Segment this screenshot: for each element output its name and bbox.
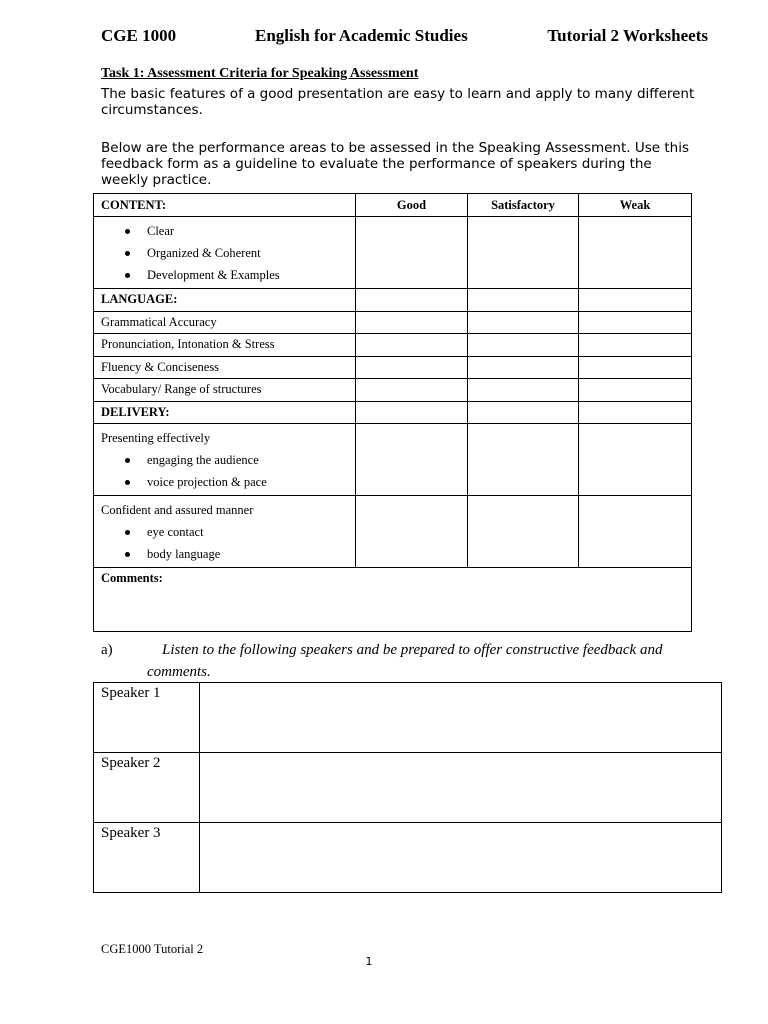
table-row — [94, 823, 722, 893]
page-footer: CGE1000 Tutorial 2 — [101, 942, 204, 956]
table-row — [94, 311, 692, 334]
rating-cell[interactable] — [579, 289, 692, 312]
rating-cell[interactable] — [579, 356, 692, 379]
criterion-label: Grammatical Accuracy — [94, 311, 356, 334]
speaker-feedback-table — [93, 682, 722, 893]
criterion-label: Presenting effectively — [101, 431, 211, 445]
table-row — [94, 683, 722, 753]
rating-cell[interactable] — [356, 379, 468, 402]
task-title: Task 1: Assessment Criteria for Speaking Assessment — [101, 66, 419, 81]
rating-cell[interactable] — [356, 311, 468, 334]
instructions-paragraph: Below are the performance areas to be assessed in the Speaking Assessment. Use this feedback form as a guideline to evaluate the performance of speakers during the weekly practice. — [101, 140, 690, 188]
section-header-language: LANGUAGE: — [94, 289, 356, 312]
delivery-group-cell — [94, 424, 356, 496]
list-item: Clear — [101, 220, 348, 242]
rating-cell[interactable] — [468, 401, 579, 424]
rating-cell[interactable] — [579, 424, 692, 496]
speaker-label: Speaker 2 — [94, 753, 200, 823]
course-title: English for Academic Studies — [255, 26, 468, 45]
speaker-feedback-field[interactable] — [200, 753, 722, 823]
intro-paragraph: The basic features of a good presentation are easy to learn and apply to many different circumstances. — [101, 86, 695, 118]
rating-cell[interactable] — [468, 334, 579, 357]
criterion-label: Fluency & Conciseness — [94, 356, 356, 379]
rating-cell[interactable] — [468, 379, 579, 402]
list-item: Organized & Coherent — [101, 242, 348, 264]
column-header-good: Good — [356, 194, 468, 217]
table-row — [94, 424, 692, 496]
rating-cell[interactable] — [356, 496, 468, 568]
speaker-feedback-field[interactable] — [200, 683, 722, 753]
exercise-marker: a) — [101, 642, 113, 658]
comments-row — [94, 568, 692, 632]
exercise-text: Listen to the following speakers and be prepared to offer constructive feedback and comments. — [147, 642, 663, 680]
rating-cell[interactable] — [356, 289, 468, 312]
rating-cell[interactable] — [468, 496, 579, 568]
course-code: CGE 1000 — [101, 26, 177, 45]
list-item: eye contact — [101, 521, 348, 543]
rating-cell[interactable] — [356, 401, 468, 424]
rating-cell[interactable] — [468, 356, 579, 379]
list-item: voice projection & pace — [101, 471, 348, 493]
rating-cell[interactable] — [468, 289, 579, 312]
column-header-satisfactory: Satisfactory — [468, 194, 579, 217]
rating-cell[interactable] — [579, 496, 692, 568]
table-row — [94, 753, 722, 823]
rating-cell[interactable] — [468, 424, 579, 496]
rating-cell[interactable] — [356, 334, 468, 357]
exercise-instruction — [101, 639, 701, 683]
column-header-weak: Weak — [579, 194, 692, 217]
rating-cell[interactable] — [468, 311, 579, 334]
table-row — [94, 496, 692, 568]
table-row — [94, 289, 692, 312]
comments-label: Comments: — [101, 571, 163, 585]
rating-cell[interactable] — [356, 424, 468, 496]
section-header-delivery: DELIVERY: — [94, 401, 356, 424]
rating-cell[interactable] — [468, 217, 579, 289]
speaker-label: Speaker 1 — [94, 683, 200, 753]
table-row — [94, 217, 692, 289]
list-item: Development & Examples — [101, 264, 348, 286]
list-item: body language — [101, 543, 348, 565]
rating-cell[interactable] — [579, 334, 692, 357]
delivery-group-cell — [94, 496, 356, 568]
table-row — [94, 334, 692, 357]
rating-cell[interactable] — [579, 401, 692, 424]
table-header-row — [94, 194, 692, 217]
worksheet-title: Tutorial 2 Worksheets — [547, 26, 708, 45]
speaker-label: Speaker 3 — [94, 823, 200, 893]
table-row — [94, 401, 692, 424]
criterion-label: Confident and assured manner — [101, 503, 254, 517]
criterion-label: Pronunciation, Intonation & Stress — [94, 334, 356, 357]
criterion-label: Vocabulary/ Range of structures — [94, 379, 356, 402]
page-number: 1 — [365, 955, 373, 968]
assessment-criteria-table — [93, 193, 692, 632]
comments-field[interactable] — [94, 568, 692, 632]
table-row — [94, 379, 692, 402]
rating-cell[interactable] — [356, 356, 468, 379]
rating-cell[interactable] — [356, 217, 468, 289]
rating-cell[interactable] — [579, 217, 692, 289]
rating-cell[interactable] — [579, 379, 692, 402]
column-header-content: CONTENT: — [94, 194, 356, 217]
content-items-cell — [94, 217, 356, 289]
rating-cell[interactable] — [579, 311, 692, 334]
page-header — [101, 26, 708, 46]
table-row — [94, 356, 692, 379]
speaker-feedback-field[interactable] — [200, 823, 722, 893]
list-item: engaging the audience — [101, 449, 348, 471]
